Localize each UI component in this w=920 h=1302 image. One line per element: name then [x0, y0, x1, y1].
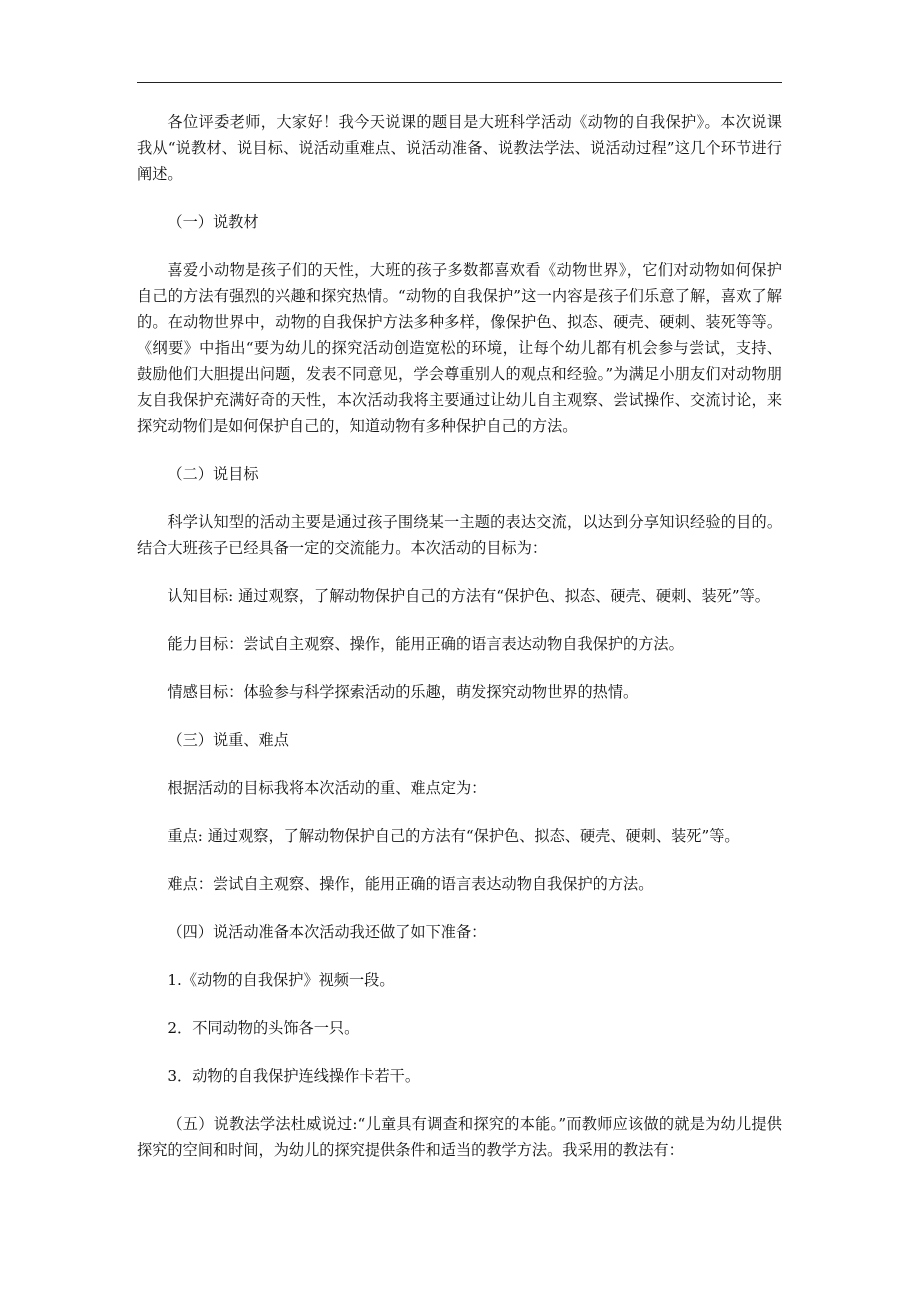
intro-paragraph: 各位评委老师，大家好！我今天说课的题目是大班科学活动《动物的自我保护》。本次说课我从“说教材、说目标、说活动重难点、说活动准备、说教法学法、说活动过程”这几个环节进行阐述。 [137, 113, 782, 183]
document-body [137, 109, 782, 1185]
header-rule [137, 82, 782, 83]
prep-item: 3．动物的自我保护连线操作卡若干。 [167, 1067, 421, 1085]
section-heading-materials: （一）说教材 [167, 213, 259, 231]
key-point: 重点: 通过观察，了解动物保护自己的方法有“保护色、拟态、硬壳、硬刺、装死”等。 [167, 827, 740, 845]
materials-paragraph: 喜爱小动物是孩子们的天性，大班的孩子多数都喜欢看《动物世界》，它们对动物如何保护自己的方法有强烈的兴趣和探究热情。“动物的自我保护”这一内容是孩子们乐意了解，喜欢了解的。在动物世界中，动物的自我保护方法多种多样，像保护色、拟态、硬壳、硬刺、装死等等。《纲要》中指出“要为幼儿的探究活动创造宽松的环境，让每个幼儿都有机会参与尝试，支持、鼓励他们大胆提出问题，发表不同意见，学会尊重别人的观点和经验。”为满足小朋友们对动物朋友自我保护充满好奇的天性，本次活动我将主要通过让幼儿自主观察、尝试操作、交流讨论，来探究动物们是如何保护自己的，知道动物有多种保护自己的方法。 [137, 261, 782, 435]
difficult-point: 难点：尝试自主观察、操作，能用正确的语言表达动物自我保护的方法。 [167, 875, 654, 893]
goal-ability: 能力目标：尝试自主观察、操作，能用正确的语言表达动物自我保护的方法。 [167, 635, 684, 653]
prep-item: 1.《动物的自我保护》视频一段。 [167, 971, 395, 989]
goal-emotion: 情感目标：体验参与科学探索活动的乐趣，萌发探究动物世界的热情。 [167, 683, 639, 701]
section-heading-key-points: （三）说重、难点 [167, 731, 289, 749]
key-points-intro: 根据活动的目标我将本次活动的重、难点定为： [167, 779, 487, 797]
prep-item: 2．不同动物的头饰各一只。 [167, 1019, 360, 1037]
goals-paragraph: 科学认知型的活动主要是通过孩子围绕某一主题的表达交流，以达到分享知识经验的目的。结合大班孩子已经具备一定的交流能力。本次活动的目标为： [137, 513, 782, 557]
goal-cognitive: 认知目标: 通过观察，了解动物保护自己的方法有“保护色、拟态、硬壳、硬刺、装死”等。 [167, 587, 770, 605]
section-heading-preparation: （四）说活动准备本次活动我还做了如下准备： [167, 923, 487, 941]
methods-paragraph: （五）说教法学法杜威说过:“儿童具有调查和探究的本能。”而教师应该做的就是为幼儿提供探究的空间和时间，为幼儿的探究提供条件和适当的教学方法。我采用的教法有： [137, 1115, 782, 1159]
section-heading-goals: （二）说目标 [167, 465, 259, 483]
